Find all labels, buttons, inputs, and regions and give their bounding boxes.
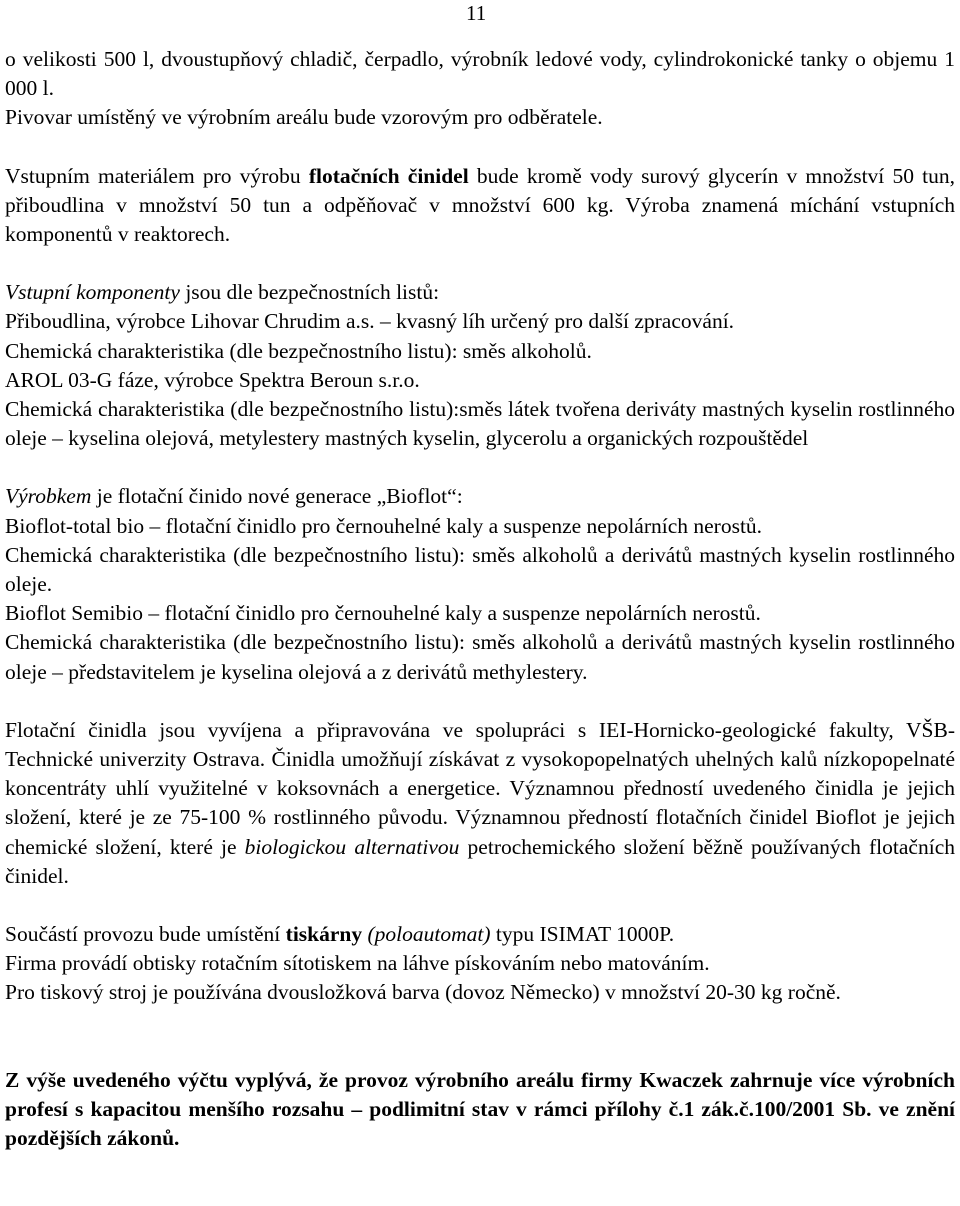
input-materials-detail: bude kromě vody surový glycerín v množství 50 tun, přiboudlina v množství 50 tun a odpěňovač v množství 600 kg. Výroba znamená míchání vstupních komponentů v reaktorech.	[5, 163, 955, 247]
page-number: 11	[466, 1, 487, 25]
input-components-rest: jsou dle bezpečnostních listů:	[179, 280, 440, 305]
product-intro-rest: je flotační činido nové generace „Bioflot“:	[91, 484, 463, 509]
printer-intro: Součástí provozu bude umístění	[5, 922, 286, 947]
component-arol-characteristics: Chemická charakteristika (dle bezpečnostního listu):směs látek tvořena deriváty mastných kyselin rostlinného oleje – kyselina olejová, metylestery mastných kyselin, glycerolu a organických rozpouštědel	[5, 397, 955, 451]
paragraph-brewery-equipment: o velikosti 500 l, dvoustupňový chladič, čerpadlo, výrobník ledové vody, cylindrokonické tanky o objemu 1 000 l.	[5, 47, 955, 101]
product-bioflot-total-characteristics: Chemická charakteristika (dle bezpečnostního listu): směs alkoholů a derivátů mastných kyselin rostlinného oleje.	[5, 542, 955, 597]
paragraph-printing-method: Firma provádí obtisky rotačním sítotiskem na láhve pískováním nebo matováním.	[5, 951, 710, 976]
document-body	[5, 45, 955, 1153]
printer-model: typu ISIMAT 1000P.	[490, 922, 675, 947]
product-bioflot-semibio-characteristics: Chemická charakteristika (dle bezpečnostního listu): směs alkoholů a derivátů mastných kyselin rostlinného oleje – představitelem je kyselina olejová a z derivátů methylestery.	[5, 630, 955, 684]
product-bioflot-total: Bioflot-total bio – flotační činidlo pro černouhelné kaly a suspenze nepolárních nerostů.	[5, 513, 763, 538]
printer-term: tiskárny	[285, 922, 363, 947]
paragraph-printing-ink: Pro tiskový stroj je používána dvousložková barva (dovoz Německo) v množství 20-30 kg ročně.	[5, 980, 841, 1005]
development-text-end: petrochemického složení běžně používaných flotačních činidel.	[5, 834, 955, 888]
flotation-agents-term: flotačních činidel	[308, 163, 469, 188]
component-priboudlina: Přiboudlina, výrobce Lihovar Chrudim a.s. – kvasný líh určený pro další zpracování.	[5, 309, 735, 334]
biological-alternative-term: biologickou alternativou	[244, 834, 460, 859]
product-term: Výrobkem	[5, 484, 92, 509]
conclusion-paragraph: Z výše uvedeného výčtu vyplývá, že provoz výrobního areálu firmy Kwaczek zahrnuje více výrobních profesí s kapacitou menšího rozsahu – podlimitní stav v rámci přílohy č.1 zák.č.100/2001 Sb. ve znění pozdějších zákonů.	[5, 1067, 955, 1151]
component-priboudlina-characteristics: Chemická charakteristika (dle bezpečnostního listu): směs alkoholů.	[5, 338, 592, 363]
development-text: Flotační činidla jsou vyvíjena a připravována ve spolupráci s IEI-Hornicko-geologické fakulty, VŠB-Technické univerzity Ostrava. Činidla umožňují získávat z vysokopopelnatých uhelných kalů nízkopopelnaté koncentráty uhlí využitelné v koksovnách a energetice. Významnou předností uvedeného činidla je jejich složení, které je ze 75-100 % rostlinného původu. Významnou předností flotačních činidel Bioflot je jejich chemické složení, které je	[5, 717, 955, 859]
paragraph-input-materials	[5, 162, 955, 250]
input-components-heading	[5, 278, 955, 307]
input-materials-intro: Vstupním materiálem pro výrobu	[5, 163, 309, 188]
product-heading	[5, 482, 955, 511]
component-arol: AROL 03-G fáze, výrobce Spektra Beroun s.r.o.	[5, 367, 420, 392]
paragraph-flotation-development	[5, 716, 955, 891]
paragraph-brewery-purpose: Pivovar umístěný ve výrobním areálu bude vzorovým pro odběratele.	[5, 105, 603, 130]
printer-type-note: (poloautomat)	[362, 922, 491, 947]
paragraph-printer	[5, 920, 955, 949]
product-bioflot-semibio: Bioflot Semibio – flotační činidlo pro černouhelné kaly a suspenze nepolárních nerostů.	[5, 601, 761, 626]
input-components-term: Vstupní komponenty	[5, 280, 180, 305]
